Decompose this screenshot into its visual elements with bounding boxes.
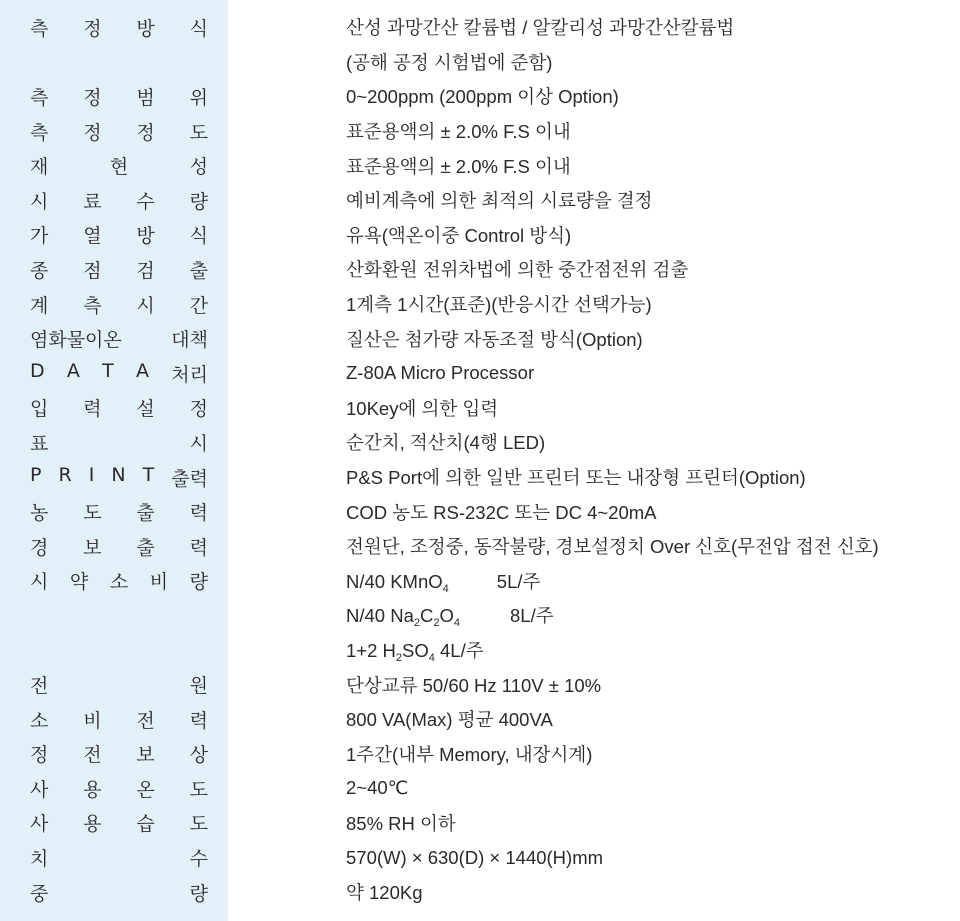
spec-label-part: 측 <box>30 17 49 40</box>
spec-label-part: 보 <box>136 744 155 767</box>
spec-label-part: 시 <box>30 571 49 594</box>
spec-row <box>0 875 960 910</box>
spec-row <box>0 771 960 806</box>
spec-row <box>0 252 960 287</box>
spec-label-part: 정 <box>136 121 155 144</box>
reagent-formula-subscript: 4 <box>442 582 449 595</box>
spec-value: 표준용액의 ± 2.0% F.S 이내 <box>346 155 571 177</box>
spec-label-part: 측 <box>30 86 49 109</box>
spec-value: 질산은 첨가량 자동조절 방식(Option) <box>346 328 643 350</box>
spec-label-part: 정 <box>83 86 102 109</box>
reagent-formula-text: N/40 Na <box>346 605 414 627</box>
reagent-formula-text: SO <box>402 639 429 661</box>
spec-label-part: 도 <box>189 813 208 836</box>
spec-label <box>0 394 228 421</box>
spec-label-part: 점 <box>83 259 102 282</box>
spec-label-part: 원 <box>189 675 208 698</box>
spec-label-part: 열 <box>83 225 102 248</box>
spec-label <box>0 844 228 871</box>
spec-label-part: A <box>66 359 80 382</box>
spec-value: 산성 과망간산 칼륨법 / 알칼리성 과망간산칼륨법 <box>346 17 735 39</box>
spec-label <box>0 291 228 318</box>
spec-label <box>0 187 228 214</box>
spec-label-part: 범 <box>136 86 155 109</box>
spec-label <box>0 118 228 145</box>
spec-label-part: 온 <box>136 778 155 801</box>
spec-label-part: 대책 <box>171 329 208 352</box>
spec-row <box>0 356 960 391</box>
spec-value: 순간치, 적산치(4행 LED) <box>346 432 546 454</box>
spec-row <box>0 321 960 356</box>
spec-row <box>0 840 960 875</box>
spec-label-part: 도 <box>189 121 208 144</box>
spec-label <box>0 256 228 283</box>
spec-label-part: P <box>30 463 42 486</box>
spec-value: 1계측 1시간(표준)(반응시간 선택가능) <box>346 294 652 316</box>
spec-label-part: 수 <box>136 190 155 213</box>
spec-label-part: 위 <box>189 86 208 109</box>
spec-label <box>0 360 228 387</box>
spec-value: Z-80A Micro Processor <box>346 362 535 384</box>
spec-value: 85% RH 이하 <box>346 812 456 834</box>
spec-label-part: 보 <box>83 536 102 559</box>
spec-label <box>0 152 228 179</box>
spec-label-part: 사 <box>30 778 49 801</box>
spec-label-part: 현 <box>109 156 129 179</box>
reagent-formula-text: N/40 KMnO <box>346 570 443 592</box>
spec-label-part: 식 <box>189 17 208 40</box>
spec-label-part: 상 <box>189 744 208 767</box>
spec-label-part: N <box>111 463 126 486</box>
spec-value: 약 120Kg <box>346 882 423 904</box>
spec-label <box>0 498 228 525</box>
spec-label-part: 비 <box>83 709 102 732</box>
spec-label-part: 중 <box>30 882 49 905</box>
spec-value: 유욕(액온이중 Control 방식) <box>346 224 572 246</box>
spec-label-part: T <box>142 463 155 486</box>
spec-row <box>0 633 960 668</box>
spec-value: (공해 공정 시험법에 준함) <box>346 51 553 73</box>
spec-label <box>0 221 228 248</box>
spec-label <box>0 325 228 352</box>
spec-value <box>228 568 540 594</box>
spec-label-part: 방 <box>136 17 155 40</box>
reagent-formula-text: O <box>439 605 454 627</box>
spec-label-part: 료 <box>83 190 102 213</box>
spec-label <box>0 809 228 836</box>
reagent-formula-subscript: 2 <box>395 651 403 664</box>
spec-value: 단상교류 50/60 Hz 110V ± 10% <box>346 674 602 696</box>
spec-label-part: 성 <box>189 156 208 179</box>
spec-label-part: I <box>88 463 95 486</box>
spec-value: 2~40℃ <box>346 777 409 799</box>
spec-label <box>0 706 228 733</box>
spec-value: 1주간(내부 Memory, 내장시계) <box>346 743 593 765</box>
spec-value <box>228 602 554 628</box>
spec-label <box>0 429 228 456</box>
reagent-formula-subscript: 4 <box>428 651 435 664</box>
spec-row <box>0 114 960 149</box>
spec-row <box>0 736 960 771</box>
spec-label-part: 력 <box>189 536 208 559</box>
spec-value: 800 VA(Max) 평균 400VA <box>346 709 553 731</box>
spec-value: 0~200ppm (200ppm 이상 Option) <box>346 86 619 108</box>
spec-label-part: 설 <box>136 398 155 421</box>
spec-label-part: 종 <box>30 259 49 282</box>
spec-label-part: 전 <box>83 744 102 767</box>
spec-label <box>0 567 228 594</box>
reagent-formula-subscript: 2 <box>413 617 420 630</box>
spec-row <box>0 702 960 737</box>
spec-label-part: 시 <box>136 294 155 317</box>
spec-row <box>0 494 960 529</box>
spec-label <box>0 464 228 491</box>
spec-row <box>0 667 960 702</box>
spec-label-part: 방 <box>136 225 155 248</box>
spec-label-part: 정 <box>30 744 49 767</box>
spec-label-part: T <box>102 359 114 382</box>
spec-label-part: 간 <box>189 294 208 317</box>
spec-label-part: 검 <box>136 259 155 282</box>
spec-table <box>0 10 960 909</box>
spec-label-part: 출 <box>136 502 155 525</box>
spec-label-part: 전 <box>30 675 49 698</box>
spec-label-part: 도 <box>189 778 208 801</box>
reagent-formula-text: 1+2 H <box>346 639 396 661</box>
spec-row <box>0 183 960 218</box>
spec-label-part: 량 <box>189 571 208 594</box>
spec-value: 표준용액의 ± 2.0% F.S 이내 <box>346 121 571 143</box>
spec-label-part: 습 <box>136 813 155 836</box>
spec-row <box>0 806 960 841</box>
spec-label-part: 출력 <box>171 467 208 490</box>
spec-label-part: 용 <box>83 778 102 801</box>
reagent-formula-text: C <box>420 605 434 627</box>
spec-row <box>0 598 960 633</box>
spec-label-part: 치 <box>30 848 49 871</box>
spec-row <box>0 460 960 495</box>
spec-row <box>0 287 960 322</box>
spec-label-part: 도 <box>83 502 102 525</box>
spec-row <box>0 218 960 253</box>
spec-label-part: 력 <box>83 398 102 421</box>
spec-label <box>0 533 228 560</box>
spec-row <box>0 45 960 80</box>
spec-label-part: 량 <box>189 190 208 213</box>
spec-label-part: 경 <box>30 536 49 559</box>
spec-label-part: 식 <box>189 225 208 248</box>
spec-label-part: 염화물이온 <box>30 329 122 352</box>
spec-label-part: 입 <box>30 398 49 421</box>
spec-row <box>0 148 960 183</box>
spec-row <box>0 10 960 45</box>
spec-label-part: 정 <box>83 17 102 40</box>
spec-value: 570(W) × 630(D) × 1440(H)mm <box>346 846 604 868</box>
spec-label <box>0 775 228 802</box>
spec-value: 10Key에 의한 입력 <box>346 397 499 419</box>
spec-label-part: 정 <box>189 398 208 421</box>
reagent-amount: 5L/주 <box>496 570 541 592</box>
spec-value: 산화환원 전위차법에 의한 중간점전위 검출 <box>346 259 689 281</box>
spec-label-part: 소 <box>109 571 129 594</box>
spec-value: 전원단, 조정중, 동작불량, 경보설정치 Over 신호(무전압 접전 신호) <box>346 536 879 558</box>
spec-label-part: D <box>30 359 45 382</box>
spec-label-part: 측 <box>83 294 102 317</box>
reagent-amount: 4L/주 <box>434 639 484 661</box>
spec-row <box>0 391 960 426</box>
spec-label-part: 시 <box>189 432 208 455</box>
spec-row <box>0 79 960 114</box>
spec-value: COD 농도 RS-232C 또는 DC 4~20mA <box>346 501 657 523</box>
spec-value <box>228 637 484 663</box>
spec-label-part: 약 <box>69 571 89 594</box>
spec-label <box>0 671 228 698</box>
spec-label-part: 력 <box>189 502 208 525</box>
spec-label <box>0 740 228 767</box>
spec-label-part: 소 <box>30 709 49 732</box>
spec-label <box>0 14 228 41</box>
spec-label-part: 수 <box>189 848 208 871</box>
spec-label-part: 정 <box>83 121 102 144</box>
spec-label-part: 처리 <box>171 363 208 386</box>
spec-label-part: 출 <box>189 259 208 282</box>
reagent-formula-subscript: 2 <box>433 617 440 630</box>
spec-label-part: 가 <box>30 225 49 248</box>
reagent-formula-subscript: 4 <box>453 617 461 630</box>
spec-label <box>0 879 228 906</box>
spec-label-part: 량 <box>189 882 208 905</box>
spec-label-part: A <box>136 359 149 382</box>
spec-row <box>0 564 960 599</box>
spec-row <box>0 529 960 564</box>
spec-label-part: 비 <box>149 571 169 594</box>
spec-value: 예비계측에 의한 최적의 시료량을 결정 <box>346 190 653 212</box>
spec-label-part: 출 <box>136 536 155 559</box>
spec-label-part: 전 <box>136 709 155 732</box>
spec-label-part: 력 <box>189 709 208 732</box>
spec-label-part: 측 <box>30 121 49 144</box>
spec-label-part: 계 <box>30 294 49 317</box>
spec-label-part: R <box>58 463 72 486</box>
spec-label-part: 농 <box>30 502 49 525</box>
spec-label-part: 재 <box>30 156 49 179</box>
spec-value: P&S Port에 의한 일반 프린터 또는 내장형 프린터(Option) <box>346 467 806 489</box>
spec-row <box>0 425 960 460</box>
spec-label-part: 시 <box>30 190 49 213</box>
spec-label-part: 사 <box>30 813 49 836</box>
reagent-amount: 8L/주 <box>510 605 554 627</box>
spec-label <box>0 83 228 110</box>
spec-label-part: 용 <box>83 813 102 836</box>
spec-label-part: 표 <box>30 432 49 455</box>
